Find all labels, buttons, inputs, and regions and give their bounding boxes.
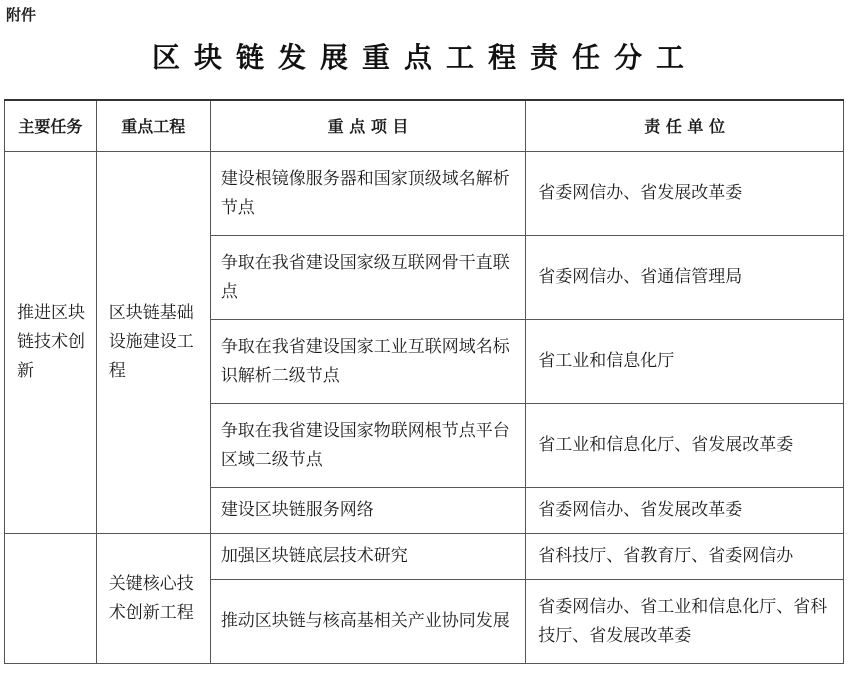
unit-cell: 省委网信办、省通信管理局 [526,236,844,320]
column-header-unit: 责 任 单 位 [526,100,844,152]
column-header-task: 主要任务 [5,100,97,152]
unit-cell: 省工业和信息化厅 [526,320,844,404]
item-cell: 争取在我省建设国家级互联网骨干直联点 [210,236,525,320]
item-cell: 争取在我省建设国家物联网根节点平台区域二级节点 [210,404,525,488]
table-header-row [5,100,844,152]
responsibility-table [4,99,844,664]
project-cell: 关键核心技术创新工程 [96,534,210,664]
task-cell [5,534,97,664]
column-header-item: 重 点 项 目 [210,100,525,152]
project-cell: 区块链基础设施建设工程 [96,152,210,534]
item-cell: 建设根镜像服务器和国家顶级域名解析节点 [210,152,525,236]
unit-cell: 省科技厅、省教育厅、省委网信办 [526,534,844,580]
table-row [5,152,844,236]
unit-cell: 省工业和信息化厅、省发展改革委 [526,404,844,488]
item-cell: 加强区块链底层技术研究 [210,534,525,580]
unit-cell: 省委网信办、省工业和信息化厅、省科技厅、省发展改革委 [526,580,844,664]
item-cell: 争取在我省建设国家工业互联网域名标识解析二级节点 [210,320,525,404]
column-header-project: 重点工程 [96,100,210,152]
document-title: 区块链发展重点工程责任分工 [151,41,698,74]
item-cell: 建设区块链服务网络 [210,488,525,534]
item-cell: 推动区块链与核高基相关产业协同发展 [210,580,525,664]
task-cell: 推进区块链技术创新 [5,152,97,534]
table-row [5,534,844,580]
unit-cell: 省委网信办、省发展改革委 [526,488,844,534]
attachment-label: 附件 [6,6,37,24]
unit-cell: 省委网信办、省发展改革委 [526,152,844,236]
